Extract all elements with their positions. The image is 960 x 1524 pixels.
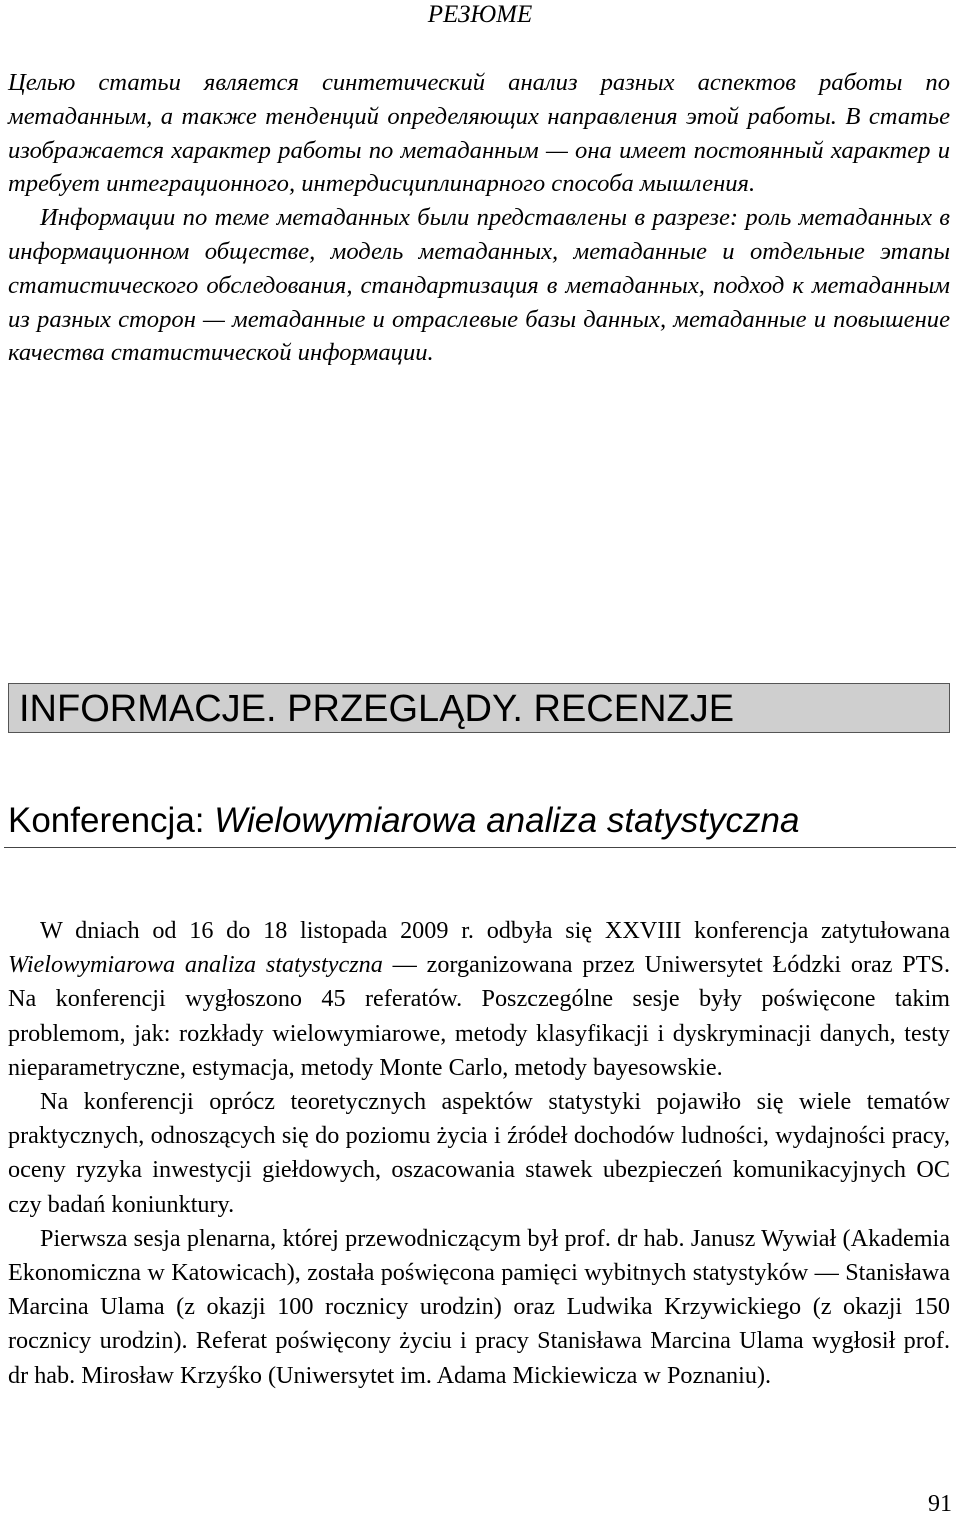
article-paragraph-2: Na konferencji oprócz teoretycznych aspektów statystyki pojawiło się wiele tematów praktycznych, odnoszących się do poziomu życia i źródeł dochodów ludności, wydajności pracy, oceny ryzyka inwestycji giełdowych, oszacowania stawek ubezpieczeń komunikacyjnych OC czy badań koniunktury. [8,1088,950,1218]
section-banner: INFORMACJE. PRZEGLĄDY. RECENZJE [8,683,950,733]
article-paragraph-1-end: — zorganizowana przez Uniwersytet Łódzki oraz PTS. Na konferencji wygłoszono 45 referatów. Poszczególne sesje były poświęcone takim problemom, jak: rozkłady wielowymiarowe, metody klasyfikacji i dyskryminacji danych, testy nieparametryczne, estymacja, metody Monte Carlo, metody bayesowskie. [8,951,950,1081]
article-paragraph-1-start: W dniach od 16 do 18 listopada 2009 r. odbyła się XXVIII konferencja zatytułowana [40,917,950,944]
resume-abstract [8,66,950,370]
heading-divider [4,847,956,848]
article-paragraph-1 [8,914,950,1085]
conference-title-inline: Wielowymiarowa analiza statystyczna [8,951,383,979]
conference-heading [8,799,950,843]
resume-paragraph-2: Информации по теме метаданных были представлены в разрезе: роль метаданных в информационном обществе, модель метаданных, метаданные и отдельные этапы статистического обследования, стандартизация в метаданных, подход к метаданным из разных сторон — метаданные и отраслевые базы данных, метаданные и повышение качества статистической информации. [8,204,950,367]
conference-heading-title: Wielowymiarowa analiza statystyczna [214,801,800,840]
page-number: 91 [928,1491,952,1517]
conference-heading-prefix: Konferencja: [8,801,215,840]
resume-heading: РЕЗЮМЕ [427,1,533,28]
article-body [8,914,950,1393]
article-paragraph-3: Pierwsza sesja plenarna, której przewodniczącym był prof. dr hab. Janusz Wywiał (Akademia Ekonomiczna w Katowicach), została poświęcona pamięci wybitnych statystyków — Stanisława Marcina Ulama (z okazji 100 rocznicy urodzin) oraz Ludwika Krzywickiego (z okazji 150 rocznicy urodzin). Referat poświęcony życiu i pracy Stanisława Marcina Ulama wygłosił prof. dr hab. Mirosław Krzyśko (Uniwersytet im. Adama Mickiewicza w Poznaniu). [8,1224,950,1389]
resume-paragraph-1: Целью статьи является синтетический анализ разных аспектов работы по метаданным, а также тенденций определяющих направления этой работы. В статье изображается характер работы по метаданным — она имеет постоянный характер и требует интеграционного, интердисциплинарного способа мышления. [8,69,950,198]
